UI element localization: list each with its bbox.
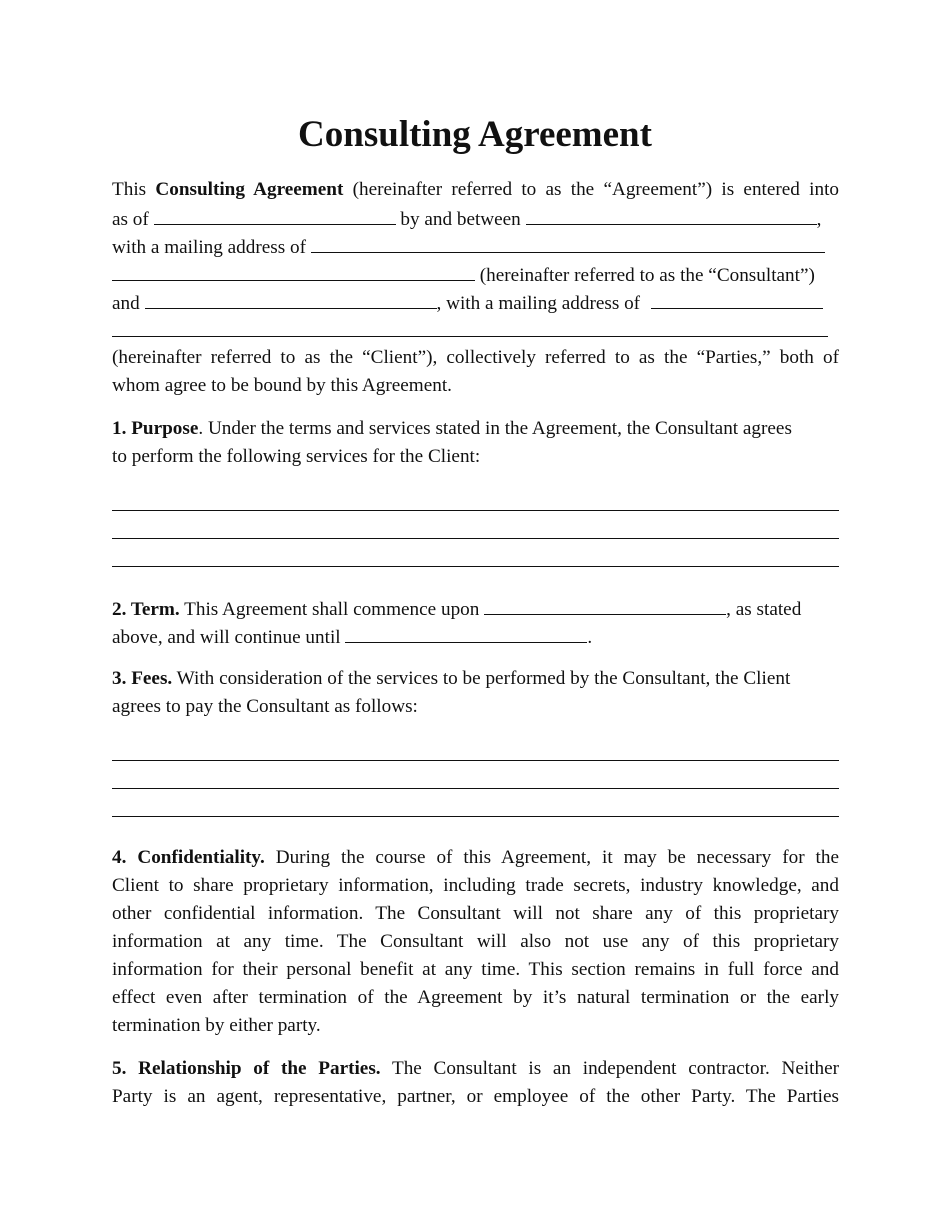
- end-date-blank[interactable]: [345, 622, 587, 643]
- client-address-blank-2[interactable]: [112, 316, 828, 337]
- consultant-address-blank[interactable]: [311, 232, 825, 253]
- confidentiality-heading: 4. Confidentiality.: [112, 847, 265, 868]
- services-blank-line[interactable]: [112, 484, 839, 511]
- document-body: [112, 176, 839, 1111]
- purpose-heading: 1. Purpose: [112, 418, 199, 439]
- relationship-section: 5. Relationship of the Parties. The Consultant is an independent contractor. Neither Party is an agent, representative, partner, or employee of the other Party. The Parties: [112, 1058, 839, 1107]
- fees-blank-line[interactable]: [112, 762, 839, 789]
- fees-heading: 3. Fees.: [112, 668, 173, 689]
- client-name-blank[interactable]: [145, 288, 437, 309]
- fees-section: 3. Fees. With consideration of the services to be performed by the Consultant, the Client agrees to pay the Consultant as follows:: [112, 665, 839, 817]
- consultant-address-blank-2[interactable]: [112, 260, 475, 281]
- services-blank-line[interactable]: [112, 512, 839, 539]
- client-address-blank[interactable]: [651, 288, 823, 309]
- agreement-name: Consulting Agreement: [155, 179, 344, 200]
- start-date-blank[interactable]: [484, 594, 726, 615]
- fees-blank-line[interactable]: [112, 790, 839, 817]
- date-blank[interactable]: [154, 204, 396, 225]
- fees-blank-line[interactable]: [112, 734, 839, 761]
- document-title: Consulting Agreement: [298, 114, 652, 155]
- intro-paragraph: This Consulting Agreement (hereinafter referred to as the “Agreement”) is entered into as of by and between , with a mailing address of (hereinafter referred to as the “Consultant”) and , with a mailing address of (hereinafter referred to as the “Client”), collectively referred to as the “Parties,” both of whom agree to be bound by this Agreement.: [112, 179, 839, 396]
- confidentiality-section: 4. Confidentiality. During the course of this Agreement, it may be necessary for the Client to share proprietary information, including trade secrets, industry knowledge, and other confidential information. The Consultant will not share any of this proprietary information at any time. The Consultant will also not use any of this proprietary information for their personal benefit at any time. This section remains in full force and effect even after termination of the Agreement by it’s natural termination or the early termination by either party.: [112, 847, 839, 1036]
- relationship-heading: 5. Relationship of the Parties.: [112, 1058, 381, 1079]
- term-heading: 2. Term.: [112, 599, 180, 620]
- term-section: 2. Term. This Agreement shall commence upon , as stated above, and will continue until .: [112, 594, 839, 650]
- purpose-section: 1. Purpose. Under the terms and services stated in the Agreement, the Consultant agrees to perform the following services for the Client:: [112, 415, 839, 567]
- consultant-name-blank[interactable]: [526, 204, 817, 225]
- services-blank-line[interactable]: [112, 540, 839, 567]
